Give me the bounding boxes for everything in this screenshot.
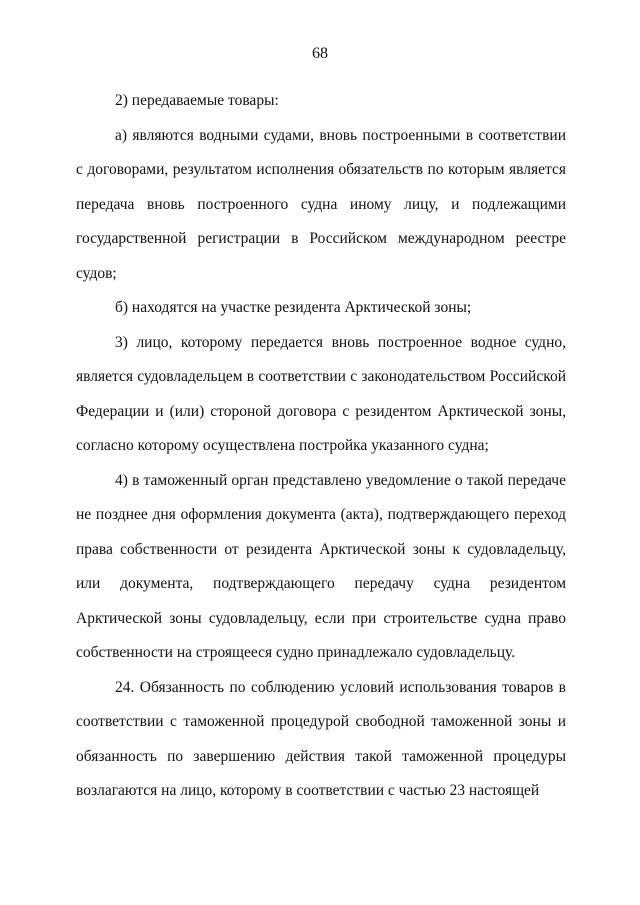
document-body <box>76 84 566 809</box>
paragraph-item-4: 4) в таможенный орган представлено уведомление о такой передаче не позднее дня оформления документа (акта), подтверждающего переход права собственности от резидента Арктической зоны к судовладельцу, или документа, подтверждающего передачу судна резидентом Арктической зоны судовладельцу, если при строительстве судна право собственности на строящееся судно принадлежало судовладельцу. <box>76 471 566 661</box>
paragraph-subitem-a: а) являются водными судами, вновь построенными в соответствии с договорами, результатом исполнения обязательств по которым является передача вновь построенного судна иному лицу, и подлежащими государственной регистрации в Российском международном реестре судов; <box>76 126 566 282</box>
paragraph-item-2: 2) передаваемые товары: <box>115 92 279 109</box>
paragraph-section-24: 24. Обязанность по соблюдению условий использования товаров в соответствии с таможенной процедурой свободной таможенной зоны и обязанность по завершению действия такой таможенной процедуры возлагаются на лицо, которому в соответствии с частью 23 настоящей <box>76 678 566 799</box>
paragraph-subitem-b: б) находятся на участке резидента Арктической зоны; <box>115 299 472 316</box>
paragraph-item-3: 3) лицо, которому передается вновь построенное водное судно, является судовладельцем в соответствии с законодательством Российской Федерации и (или) стороной договора с резидентом Арктической зоны, согласно которому осуществлена постройка указанного судна; <box>76 333 566 454</box>
page-number: 68 <box>312 45 328 62</box>
